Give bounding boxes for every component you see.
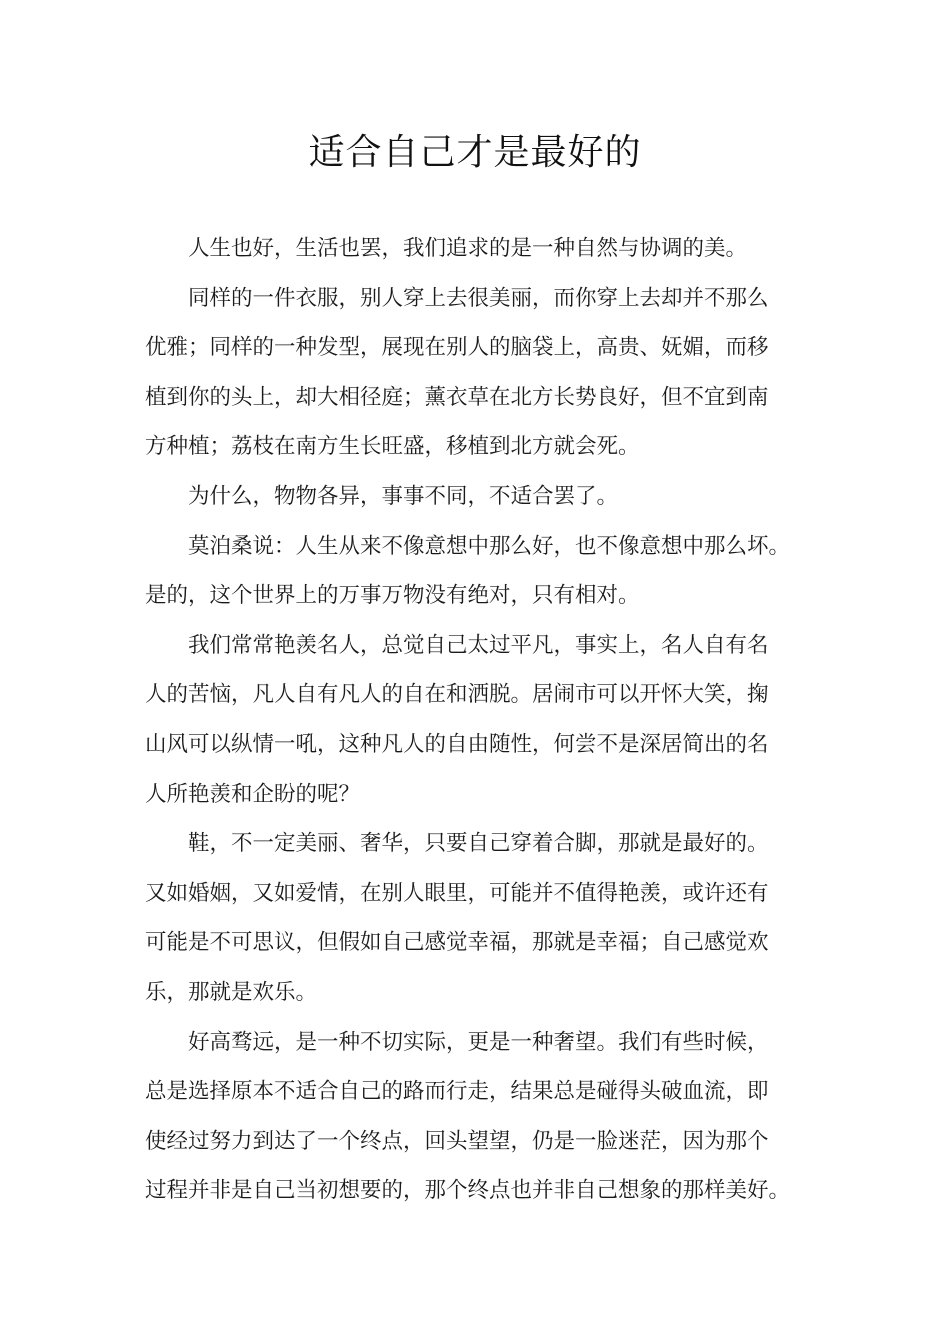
paragraph-line: 优雅；同样的一种发型，展现在别人的脑袋上，高贵、妩媚，而移: [145, 335, 769, 361]
paragraph: [145, 819, 809, 1017]
paragraph-line: 人生也好，生活也罢，我们追求的是一种自然与协调的美。: [188, 236, 748, 261]
paragraph-line: 可能是不可思议，但假如自己感觉幸福，那就是幸福；自己感觉欢: [145, 930, 769, 956]
paragraph-line: 我们常常艳羡名人，总觉自己太过平凡，事实上，名人自有名: [188, 632, 769, 658]
paragraph: [145, 274, 809, 472]
paragraph: [145, 1018, 809, 1216]
paragraph-line: 是的，这个世界上的万事万物没有绝对，只有相对。: [145, 583, 640, 609]
paragraph-line: 同样的一件衣服，别人穿上去很美丽，而你穿上去却并不那么: [188, 285, 769, 311]
paragraph: [145, 472, 809, 522]
paragraph-line: 莫泊桑说：人生从来不像意想中那么好，也不像意想中那么坏。: [188, 533, 791, 559]
paragraph-line: 人所艳羡和企盼的呢？: [145, 781, 361, 807]
paragraph-line: 使经过努力到达了一个终点，回头望望，仍是一脸迷茫，因为那个: [145, 1128, 769, 1154]
paragraph-line: 人的苦恼，凡人自有凡人的自在和洒脱。居闹市可以开怀大笑，掬: [145, 682, 769, 708]
paragraph-line: 鞋，不一定美丽、奢华，只要自己穿着合脚，那就是最好的。: [188, 831, 769, 857]
paragraph-line: 好高骛远，是一种不切实际，更是一种奢望。我们有些时候，: [188, 1029, 769, 1055]
paragraph: [145, 522, 809, 621]
paragraph-line: 方种植；荔枝在南方生长旺盛，移植到北方就会死。: [145, 434, 640, 460]
paragraph-line: 为什么，物物各异，事事不同，不适合罢了。: [188, 483, 619, 509]
paragraph-line: 又如婚姻，又如爱情，在别人眼里，可能并不值得艳羡，或许还有: [145, 880, 769, 906]
paragraph-line: 乐，那就是欢乐。: [145, 979, 318, 1005]
document-title: 适合自己才是最好的: [308, 132, 642, 173]
paragraph-line: 山风可以纵情一吼，这种凡人的自由随性，何尝不是深居简出的名: [145, 731, 769, 757]
paragraph-line: 植到你的头上，却大相径庭；薰衣草在北方长势良好，但不宜到南: [145, 384, 769, 410]
paragraph: [145, 224, 809, 274]
paragraph: [145, 621, 809, 819]
document-body: [145, 224, 809, 1216]
paragraph-line: 总是选择原本不适合自己的路而行走，结果总是碰得头破血流，即: [145, 1079, 769, 1105]
paragraph-line: 过程并非是自己当初想要的，那个终点也并非自己想象的那样美好。: [145, 1178, 791, 1204]
